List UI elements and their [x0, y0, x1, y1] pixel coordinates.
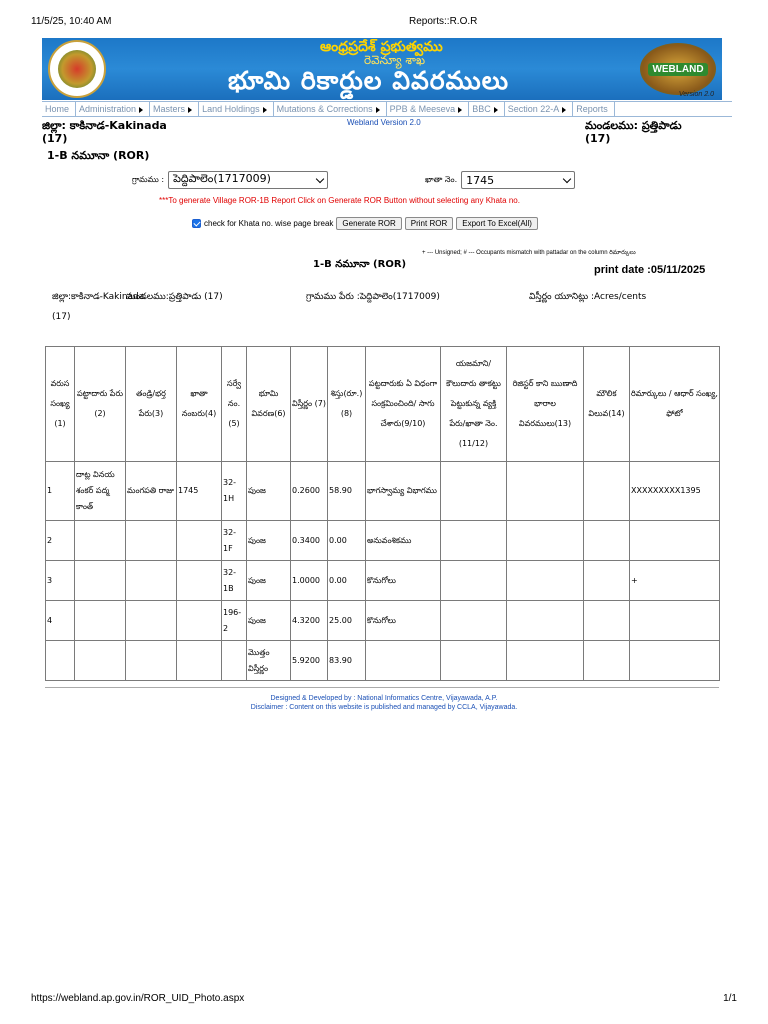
table-cell: కొనుగోలు: [366, 561, 441, 601]
header-district-name: జిల్లా: కాకినాడ-Kakinada: [42, 119, 167, 132]
caret-right-icon: [188, 107, 192, 113]
table-cell: 58.90: [328, 462, 366, 521]
village-select-row: [132, 171, 328, 189]
menu-item-administration[interactable]: [76, 102, 150, 116]
table-cell: కొనుగోలు: [366, 601, 441, 641]
total-row: [46, 641, 720, 681]
caret-right-icon: [562, 107, 566, 113]
table-cell: భాగస్వామ్య విభాగము: [366, 462, 441, 521]
table-cell: పుంజ: [247, 521, 291, 561]
column-header: వరుస సంఖ్య (1): [46, 347, 75, 462]
table-cell: దాట్ల వినయ శంకర్ పద్మ కాంత్: [75, 462, 126, 521]
generate-notice: ***To generate Village ROR-1B Report Click on Generate ROR Button without selecting any Khata no.: [159, 196, 520, 205]
table-cell: 5.9200: [291, 641, 328, 681]
table-cell: [630, 601, 720, 641]
table-cell: [75, 641, 126, 681]
menu-item-bbc[interactable]: [469, 102, 505, 116]
table-cell: [584, 462, 630, 521]
table-cell: XXXXXXXXX1395: [630, 462, 720, 521]
table-cell: 1: [46, 462, 75, 521]
village-label: గ్రామము :: [132, 174, 165, 184]
column-header: మౌలిక విలువ(14): [584, 347, 630, 462]
khata-select-value: 1745: [466, 173, 495, 187]
table-cell: [507, 641, 584, 681]
caret-right-icon: [263, 107, 267, 113]
khata-label: ఖాతా నెం.: [425, 174, 458, 184]
column-header: శిస్తు(రూ.) (8): [328, 347, 366, 462]
table-row: [46, 521, 720, 561]
table-cell: [222, 641, 247, 681]
table-cell: 25.00: [328, 601, 366, 641]
print-url: https://webland.ap.gov.in/ROR_UID_Photo.aspx: [31, 993, 245, 1004]
table-cell: [126, 521, 177, 561]
table-cell: [177, 521, 222, 561]
table-cell: [126, 561, 177, 601]
banner-version: Version 2.0: [678, 91, 714, 98]
header-district: [42, 119, 167, 145]
report-legend: + --- Unsigned; # --- Occupants mismatch with pattadar on the column రిమార్కులు: [422, 250, 636, 256]
table-cell: [507, 561, 584, 601]
menu-item-label: Masters: [153, 104, 186, 114]
table-cell: పుంజ: [247, 462, 291, 521]
column-header: విస్తీర్ణం (7): [291, 347, 328, 462]
table-cell: [584, 641, 630, 681]
table-cell: +: [630, 561, 720, 601]
table-cell: [441, 641, 507, 681]
khata-select[interactable]: [461, 171, 575, 189]
table-cell: 4.3200: [291, 601, 328, 641]
table-cell: [177, 601, 222, 641]
column-header: యజమాని/ కౌలుదారు తాకట్టు పెట్టుకున్న వ్యక్తి పేరు/ఖాతా నెం. (11/12): [441, 347, 507, 462]
table-cell: [584, 601, 630, 641]
caret-right-icon: [139, 107, 143, 113]
column-header: ఖాతా నంబరు(4): [177, 347, 222, 462]
table-cell: [126, 641, 177, 681]
menu-item-label: Administration: [79, 104, 137, 114]
table-cell: 32-1F: [222, 521, 247, 561]
print-page-title: Reports::R.O.R: [409, 16, 478, 27]
banner-department: ఆంధ్రప్రదేశ్ ప్రభుత్వము: [320, 39, 443, 55]
chevron-down-icon: [563, 174, 571, 182]
banner-subtitle: రెవెన్యూ శాఖ: [364, 53, 426, 67]
footer-divider: [45, 687, 719, 688]
table-cell: 0.3400: [291, 521, 328, 561]
table-cell: [75, 601, 126, 641]
table-cell: 4: [46, 601, 75, 641]
table-cell: [584, 521, 630, 561]
site-footer: [0, 694, 768, 712]
report-village: గ్రామము పేరు :పెద్దిపాలెం(1717009): [306, 292, 440, 302]
menu-item-label: Home: [45, 104, 70, 114]
caret-right-icon: [458, 107, 462, 113]
column-header: రిజిస్టర్ కాని ఋణాది భారాల వివరములు(13): [507, 347, 584, 462]
header-mandal-name: మండలము: ప్రత్తిపాడు: [585, 119, 682, 132]
table-cell: [75, 521, 126, 561]
caret-right-icon: [376, 107, 380, 113]
column-header: పట్టదారుకు ఏ విధంగా సంక్రమించింది/ సాగు చేశారు(9/10): [366, 347, 441, 462]
caret-right-icon: [494, 107, 498, 113]
table-cell: అనువంశికము: [366, 521, 441, 561]
table-cell: [630, 641, 720, 681]
table-cell: [441, 521, 507, 561]
table-cell: [584, 561, 630, 601]
khata-select-row: [425, 171, 575, 189]
action-bar: [192, 217, 538, 230]
table-cell: 1745: [177, 462, 222, 521]
table-cell: [507, 521, 584, 561]
webland-version-link[interactable]: Webland Version 2.0: [347, 118, 421, 127]
table-cell: పుంజ: [247, 601, 291, 641]
webland-logo-icon: [640, 43, 716, 95]
banner-title: భూమి రికార్డుల వివరములు: [228, 66, 510, 95]
chevron-down-icon: [316, 174, 324, 182]
menu-item-label: Land Holdings: [202, 104, 260, 114]
form-title: 1-B నమూనా (ROR): [47, 149, 150, 162]
village-select[interactable]: [168, 171, 328, 189]
table-cell: 32-1H: [222, 462, 247, 521]
print-ror-button[interactable]: Print ROR: [405, 217, 453, 230]
header-mandal: [585, 119, 682, 145]
table-cell: 0.00: [328, 521, 366, 561]
table-cell: [75, 561, 126, 601]
table-header-row: [46, 347, 720, 462]
print-page-number: 1/1: [723, 993, 737, 1004]
export-excel-button[interactable]: Export To Excel(All): [456, 217, 538, 230]
table-row: [46, 462, 720, 521]
report-unit: విస్తీర్ణం యూనిట్లు :Acres/cents: [529, 292, 647, 302]
menu-item-reports[interactable]: [573, 102, 615, 116]
table-cell: మంగపతి రాజు: [126, 462, 177, 521]
table-cell: 196-2: [222, 601, 247, 641]
menu-item-label: BBC: [472, 104, 491, 114]
report-mandal: మండలము:ప్రత్తిపాడు (17): [126, 292, 223, 302]
table-cell: 1.0000: [291, 561, 328, 601]
column-header: పట్టాదారు పేరు (2): [75, 347, 126, 462]
menu-item-label: PPB & Meeseva: [389, 104, 456, 114]
table-cell: [441, 462, 507, 521]
menu-item-label: Mutations & Corrections: [276, 104, 373, 114]
table-cell: మొత్తం విస్తీర్ణం: [247, 641, 291, 681]
table-cell: పుంజ: [247, 561, 291, 601]
main-menu: [42, 101, 732, 117]
table-cell: [507, 601, 584, 641]
table-cell: [441, 601, 507, 641]
page-break-label: check for Khata no. wise page break: [204, 219, 334, 228]
table-cell: 83.90: [328, 641, 366, 681]
village-select-value: పెద్దిపాలెం(1717009): [173, 172, 271, 185]
table-cell: 3: [46, 561, 75, 601]
menu-item-mutations-corrections[interactable]: [274, 102, 387, 116]
report-title: 1-B నమూనా (ROR): [313, 259, 407, 270]
table-cell: [126, 601, 177, 641]
menu-item-label: Section 22-A: [507, 104, 560, 114]
footer-credits: Designed & Developed by : National Informatics Centre, Vijayawada, A.P.: [270, 695, 498, 702]
webland-logo-text: WEBLAND: [648, 63, 707, 76]
table-cell: 32-1B: [222, 561, 247, 601]
table-cell: [366, 641, 441, 681]
menu-item-ppb-meeseva[interactable]: [387, 102, 470, 116]
menu-item-section-22-a[interactable]: [505, 102, 574, 116]
print-datetime: 11/5/25, 10:40 AM: [31, 16, 112, 27]
table-cell: 0.2600: [291, 462, 328, 521]
table-row: [46, 561, 720, 601]
page-break-checkbox[interactable]: [192, 219, 201, 228]
generate-ror-button[interactable]: Generate ROR: [336, 217, 401, 230]
ror-table: [45, 346, 720, 681]
menu-item-masters[interactable]: [150, 102, 199, 116]
ap-government-seal-icon: [48, 40, 106, 98]
site-banner: [42, 38, 722, 100]
column-header: తండ్రి/భర్త పేరు(3): [126, 347, 177, 462]
table-cell: [441, 561, 507, 601]
print-date: print date :05/11/2025: [594, 264, 706, 276]
table-row: [46, 601, 720, 641]
table-cell: 0.00: [328, 561, 366, 601]
table-cell: [177, 641, 222, 681]
column-header: సర్వే నం. (5): [222, 347, 247, 462]
menu-item-label: Reports: [576, 104, 608, 114]
table-cell: [177, 561, 222, 601]
header-district-code: (17): [42, 132, 68, 145]
table-cell: 2: [46, 521, 75, 561]
footer-disclaimer: Disclaimer : Content on this website is published and managed by CCLA, Vijayawada.: [250, 704, 518, 711]
report-district: జిల్లా:కాకినాడ-Kakinada (17): [52, 292, 145, 322]
menu-item-home[interactable]: [42, 102, 76, 116]
table-cell: [507, 462, 584, 521]
table-cell: [46, 641, 75, 681]
menu-item-land-holdings[interactable]: [199, 102, 274, 116]
column-header: రిమార్కులు / ఆధార్ సంఖ్య, ఫోటో: [630, 347, 720, 462]
table-cell: [630, 521, 720, 561]
header-mandal-code: (17): [585, 132, 611, 145]
column-header: భూమి వివరణ(6): [247, 347, 291, 462]
